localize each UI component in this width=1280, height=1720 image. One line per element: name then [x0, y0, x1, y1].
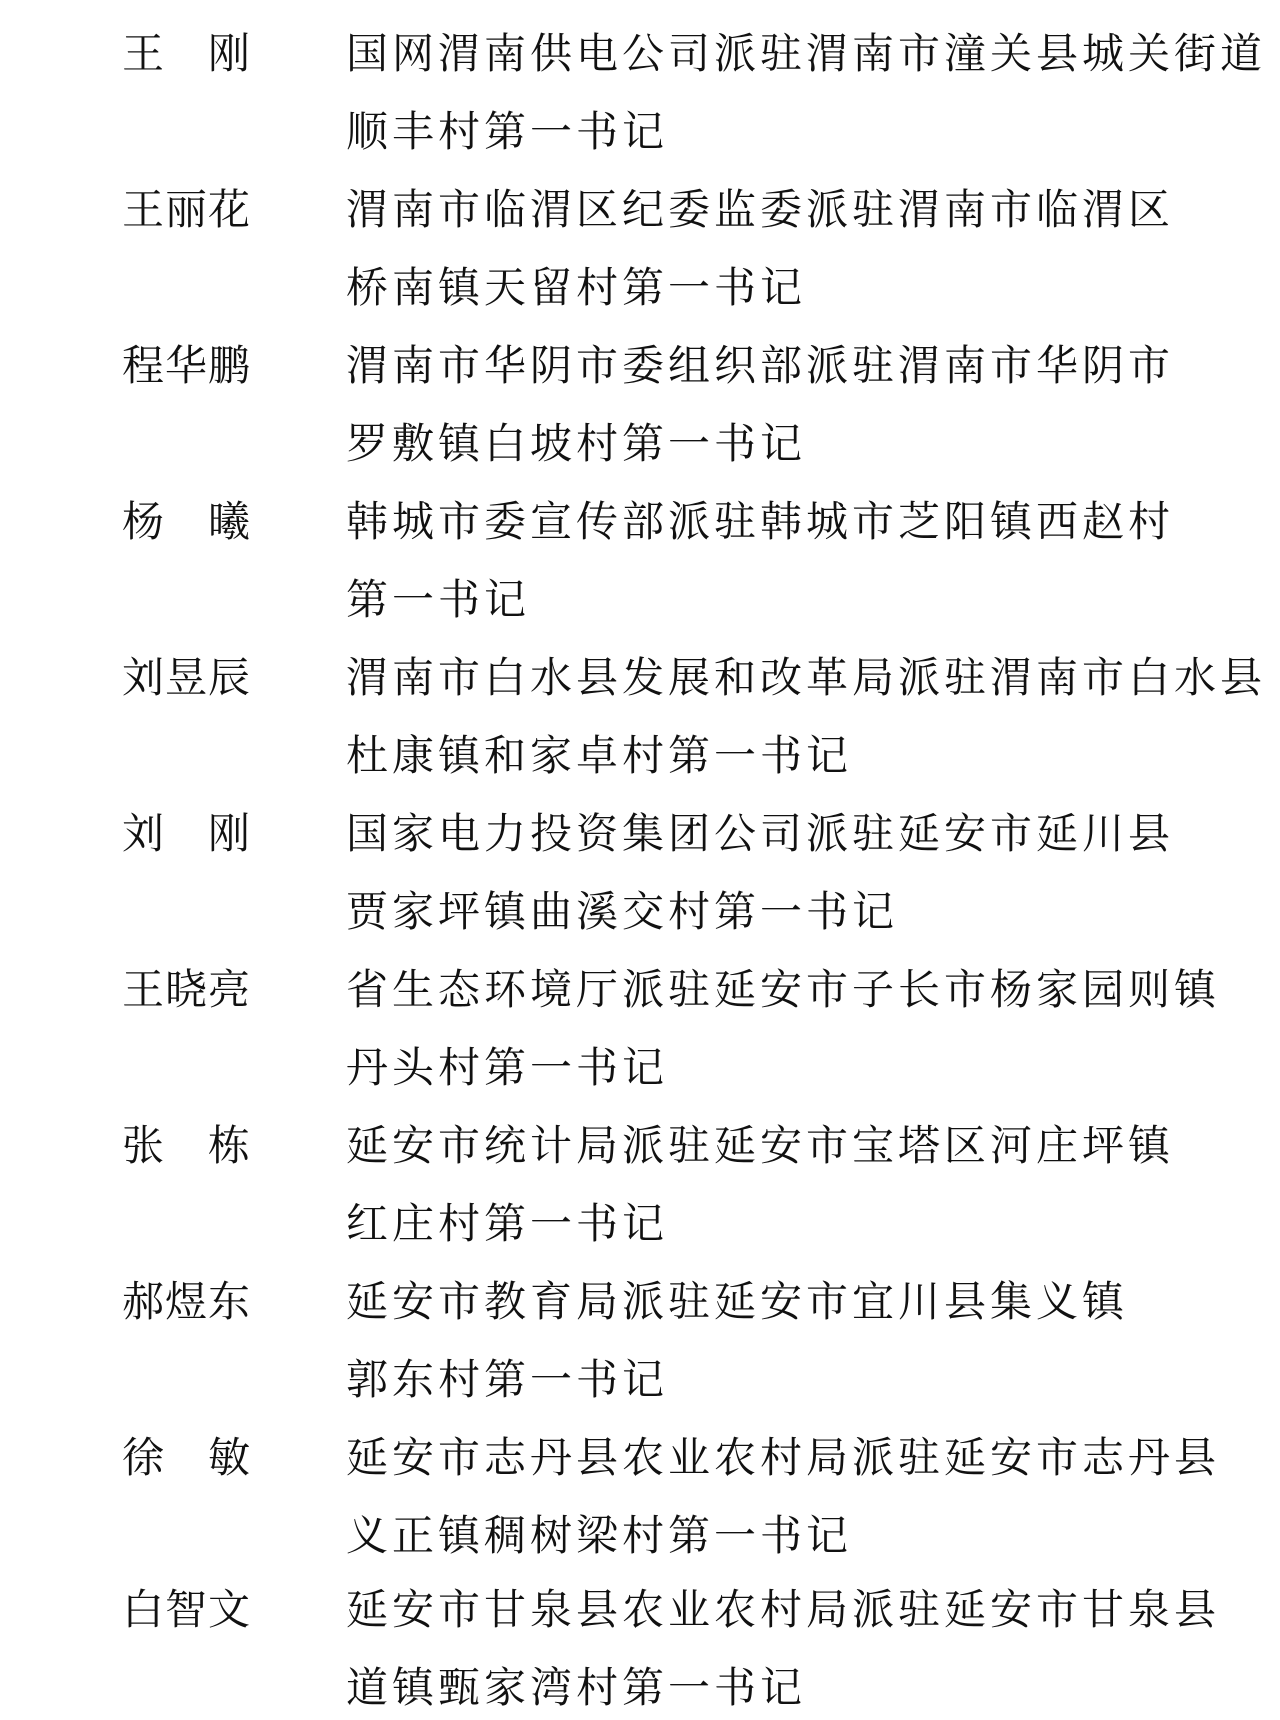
- assignment-line-2: 罗敷镇白坡村第一书记: [346, 419, 807, 468]
- list-item: [0, 788, 1280, 944]
- person-name: 王 刚: [122, 29, 252, 78]
- person-name: 王丽花: [122, 185, 252, 234]
- person-name: 王晓亮: [122, 965, 252, 1014]
- list-item: [0, 8, 1280, 164]
- assignment-line-1: 渭南市临渭区纪委监委派驻渭南市临渭区: [346, 185, 1175, 234]
- assignment-line-1: 延安市甘泉县农业农村局派驻延安市甘泉县: [346, 1585, 1221, 1634]
- assignment-line-1: 延安市统计局派驻延安市宝塔区河庄坪镇: [346, 1121, 1175, 1170]
- assignment-line-1: 韩城市委宣传部派驻韩城市芝阳镇西赵村: [346, 497, 1175, 546]
- list-item: [0, 320, 1280, 476]
- assignment-line-2: 杜康镇和家卓村第一书记: [346, 731, 853, 780]
- assignment-line-2: 贾家坪镇曲溪交村第一书记: [346, 887, 899, 936]
- assignment-line-2: 第一书记: [346, 575, 531, 624]
- assignment-line-2: 郭东村第一书记: [346, 1355, 669, 1404]
- assignment-line-2: 红庄村第一书记: [346, 1199, 669, 1248]
- person-name: 郝煜东: [122, 1277, 252, 1326]
- assignment-line-1: 渭南市华阴市委组织部派驻渭南市华阴市: [346, 341, 1175, 390]
- list-item: [0, 1412, 1280, 1568]
- list-item: [0, 632, 1280, 788]
- assignment-line-2: 顺丰村第一书记: [346, 107, 669, 156]
- assignment-line-2: 道镇甄家湾村第一书记: [346, 1663, 807, 1712]
- list-item: [0, 476, 1280, 632]
- person-name: 白智文: [122, 1585, 252, 1634]
- list-item: [0, 944, 1280, 1100]
- assignment-line-1: 延安市志丹县农业农村局派驻延安市志丹县: [346, 1433, 1221, 1482]
- assignment-line-2: 义正镇稠树梁村第一书记: [346, 1511, 853, 1560]
- list-item: [0, 164, 1280, 320]
- assignment-line-2: 丹头村第一书记: [346, 1043, 669, 1092]
- person-name: 杨 曦: [122, 497, 252, 546]
- assignment-line-1: 省生态环境厅派驻延安市子长市杨家园则镇: [346, 965, 1221, 1014]
- assignment-line-1: 国家电力投资集团公司派驻延安市延川县: [346, 809, 1175, 858]
- person-name: 程华鹏: [122, 341, 252, 390]
- assignment-line-1: 国网渭南供电公司派驻渭南市潼关县城关街道: [346, 29, 1267, 78]
- list-item: [0, 1100, 1280, 1256]
- assignment-line-1: 渭南市白水县发展和改革局派驻渭南市白水县: [346, 653, 1267, 702]
- list-item: [0, 1564, 1280, 1720]
- assignment-line-1: 延安市教育局派驻延安市宜川县集义镇: [346, 1277, 1129, 1326]
- person-name: 徐 敏: [122, 1433, 252, 1482]
- person-name: 刘昱辰: [122, 653, 252, 702]
- person-name: 刘 刚: [122, 809, 252, 858]
- person-name: 张 栋: [122, 1121, 252, 1170]
- assignment-line-2: 桥南镇天留村第一书记: [346, 263, 807, 312]
- list-item: [0, 1256, 1280, 1412]
